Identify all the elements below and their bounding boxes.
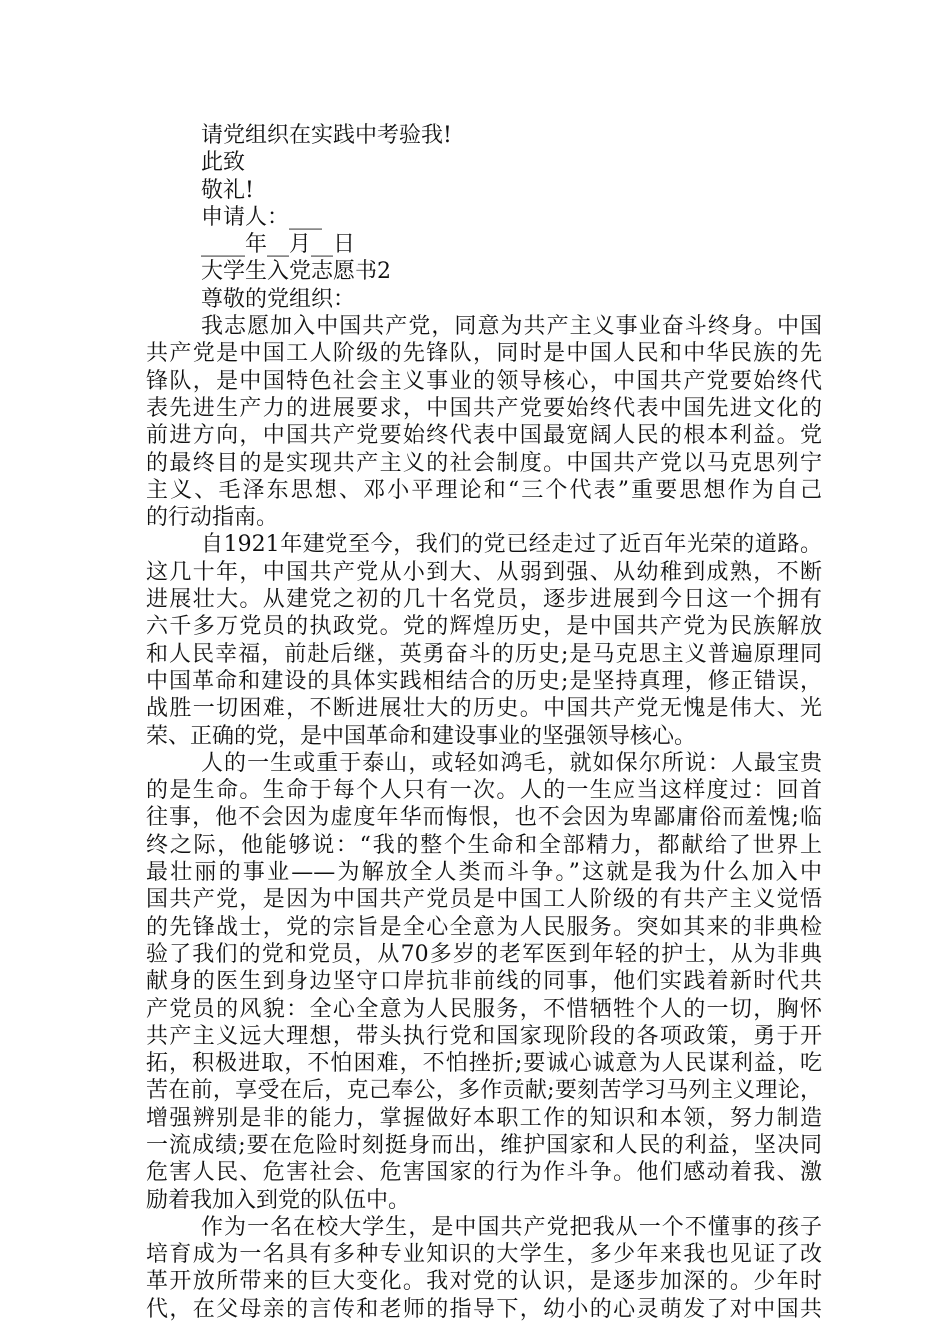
paragraph-line: 的最终目的是实现共产主义的社会制度。中国共产党以马克思列宁 (146, 450, 822, 476)
paragraph-line: 革开放所带来的巨大变化。我对党的认识，是逐步加深的。少年时 (146, 1269, 822, 1295)
paragraph-line: 战胜一切困难，不断进展壮大的历史。中国共产党无愧是伟大、光 (146, 696, 822, 722)
closing-line-1: 请党组织在实践中考验我! (201, 123, 452, 148)
paragraph-line: 进展壮大。从建党之初的几十名党员，逐步进展到今日这一个拥有 (146, 587, 822, 613)
paragraph-2 (146, 531, 822, 749)
paragraph-line: 自1921年建党至今，我们的党已经走过了近百年光荣的道路。 (201, 532, 822, 558)
paragraph-line: 励着我加入到党的队伍中。 (146, 1187, 411, 1213)
paragraph-line: 这几十年，中国共产党从小到大、从弱到强、从幼稚到成熟，不断 (146, 559, 822, 585)
section-title: 大学生入党志愿书2 (201, 259, 391, 285)
document-body (146, 122, 822, 1323)
paragraph-line: 往事，他不会因为虚度年华而悔恨，也不会因为卑鄙庸俗而羞愧;临 (146, 805, 822, 831)
paragraph-line: 的是生命。生命于每个人只有一次。人的一生应当这样度过：回首 (146, 778, 822, 804)
paragraph-line: 终之际，他能够说：“我的整个生命和全部精力，都献给了世界上 (146, 832, 822, 858)
salutation: 尊敬的党组织： (201, 286, 356, 312)
paragraph-line: 共产主义远大理想，带头执行党和国家现阶段的各项政策，勇于开 (146, 1023, 822, 1049)
applicant-line: 申请人：___ (201, 204, 323, 230)
paragraph-line: 培育成为一名具有多种专业知识的大学生，多少年来我也见证了改 (146, 1242, 822, 1268)
paragraph-line: 的行动指南。 (146, 505, 279, 531)
paragraph-line: 作为一名在校大学生，是中国共产党把我从一个不懂事的孩子 (201, 1214, 822, 1240)
paragraph-1 (146, 313, 822, 531)
paragraph-line: 产党员的风貌：全心全意为人民服务，不惜牺牲个人的一切，胸怀 (146, 996, 822, 1022)
paragraph-line: 我志愿加入中国共产党，同意为共产主义事业奋斗终身。中国 (201, 314, 822, 340)
paragraph-line: 一流成绩;要在危险时刻挺身而出，维护国家和人民的利益，坚决同 (146, 1132, 822, 1158)
paragraph-line: 危害人民、危害社会、危害国家的行为作斗争。他们感动着我、激 (146, 1160, 822, 1186)
paragraph-line: 代，在父母亲的言传和老师的指导下，幼小的心灵萌发了对中国共 (146, 1296, 822, 1322)
closing-line-2: 此致 (201, 150, 246, 176)
date-line: ____年__月__日 (201, 232, 356, 258)
paragraph-line: 的先锋战士，党的宗旨是全心全意为人民服务。突如其来的非典检 (146, 914, 822, 940)
paragraph-line: 主义、毛泽东思想、邓小平理论和“三个代表”重要思想作为自己 (146, 477, 822, 503)
paragraph-line: 献身的医生到身边坚守口岸抗非前线的同事，他们实践着新时代共 (146, 969, 822, 995)
closing-line-3: 敬礼! (201, 177, 254, 203)
paragraph-line: 中国革命和建设的具体实践相结合的历史;是坚持真理，修正错误， (146, 668, 822, 694)
paragraph-line: 拓，积极进取，不怕困难，不怕挫折;要诚心诚意为人民谋利益，吃 (146, 1051, 822, 1077)
paragraph-3 (146, 750, 822, 1214)
paragraph-4 (146, 1214, 822, 1323)
paragraph-line: 增强辨别是非的能力，掌握做好本职工作的知识和本领，努力制造 (146, 1105, 822, 1131)
paragraph-line: 验了我们的党和党员，从70多岁的老军医到年轻的护士，从为非典 (146, 941, 822, 967)
paragraph-line: 表先进生产力的进展要求，中国共产党要始终代表中国先进文化的 (146, 395, 822, 421)
letter-closing (146, 122, 822, 313)
paragraph-line: 共产党是中国工人阶级的先锋队，同时是中国人民和中华民族的先 (146, 341, 822, 367)
paragraph-line: 锋队，是中国特色社会主义事业的领导核心，中国共产党要始终代 (146, 368, 822, 394)
paragraph-line: 苦在前，享受在后，克己奉公，多作贡献;要刻苦学习马列主义理论， (146, 1078, 822, 1104)
paragraph-line: 最壮丽的事业——为解放全人类而斗争。”这就是我为什么加入中 (146, 860, 822, 886)
paragraph-line: 和人民幸福，前赴后继，英勇奋斗的历史;是马克思主义普遍原理同 (146, 641, 822, 667)
paragraph-line: 荣、正确的党，是中国革命和建设事业的坚强领导核心。 (146, 723, 697, 749)
paragraph-line: 前进方向，中国共产党要始终代表中国最宽阔人民的根本利益。党 (146, 423, 822, 449)
paragraph-line: 六千多万党员的执政党。党的辉煌历史，是中国共产党为民族解放 (146, 614, 822, 640)
paragraph-line: 国共产党，是因为中国共产党员是中国工人阶级的有共产主义觉悟 (146, 887, 822, 913)
paragraph-line: 人的一生或重于泰山，或轻如鸿毛，就如保尔所说：人最宝贵 (201, 750, 822, 776)
